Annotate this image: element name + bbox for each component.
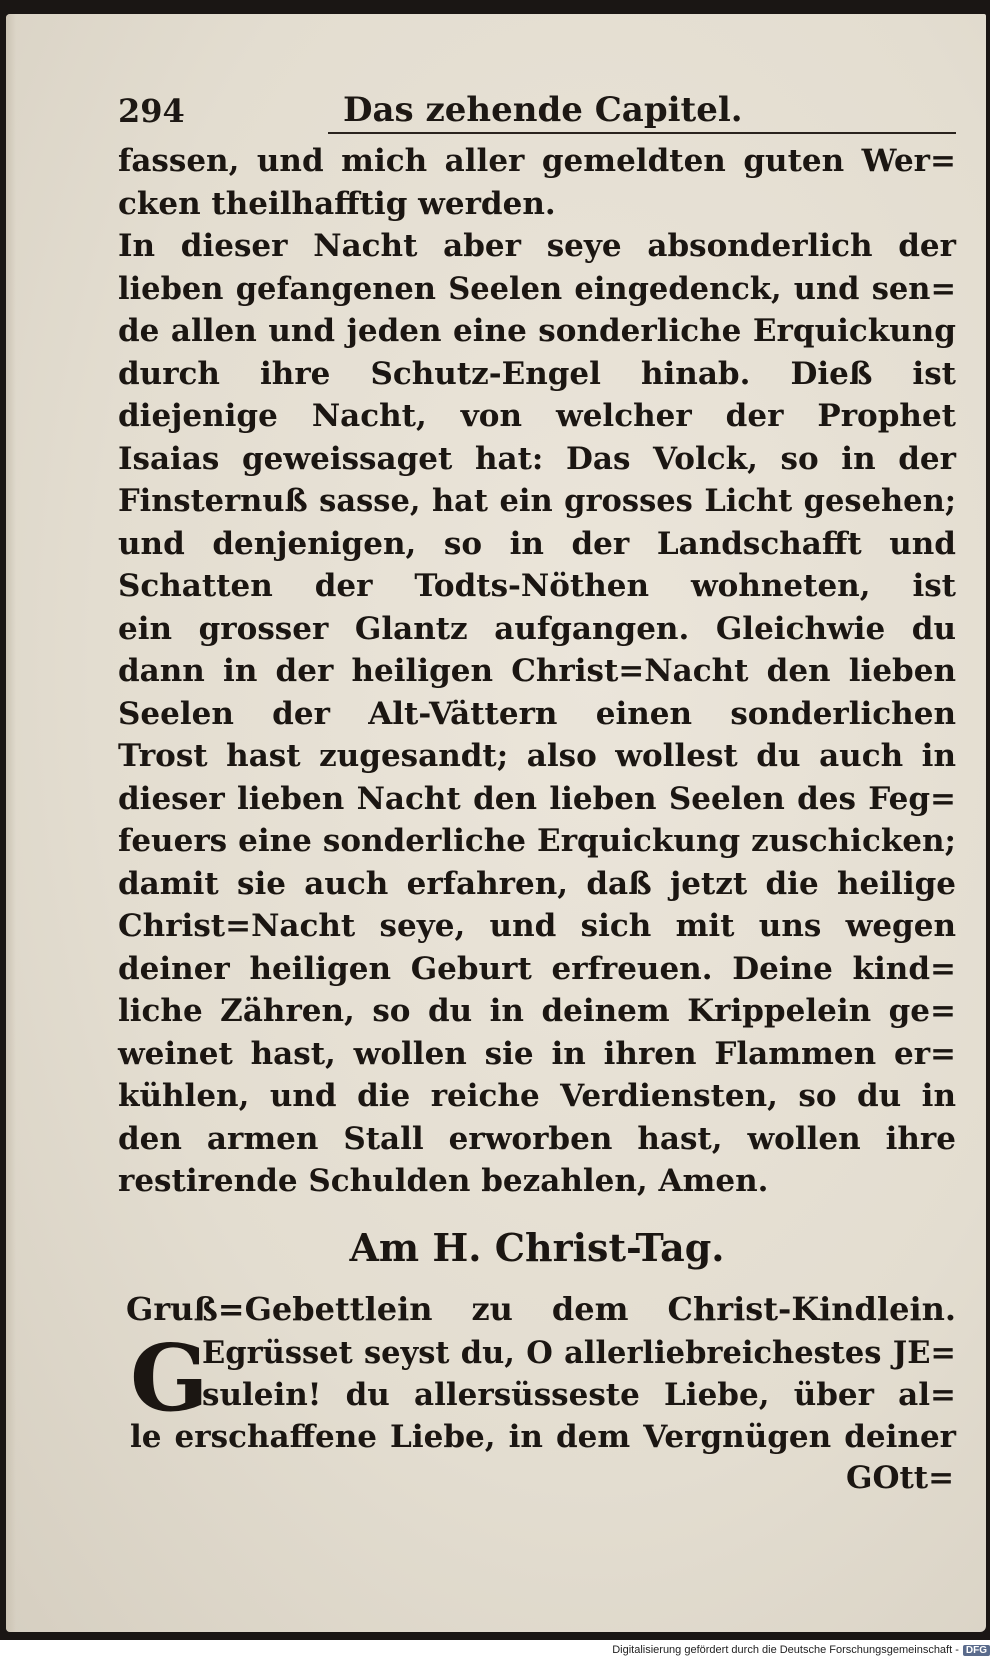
prayer-text xyxy=(130,1324,956,1458)
text-line: feuers eine sonderliche Erquickung zuschicken; xyxy=(118,823,956,859)
dfg-logo: DFG xyxy=(963,1645,990,1656)
text-line: sulein! du allersüsseste Liebe, über al= xyxy=(202,1377,956,1413)
header-rule xyxy=(328,132,956,134)
drop-cap: G xyxy=(130,1324,209,1432)
digitization-credit xyxy=(612,1644,990,1656)
text-line: fassen, und mich aller gemeldten guten Wer= xyxy=(118,143,956,179)
text-line: durch ihre Schutz-Engel hinab. Dieß ist xyxy=(118,355,956,392)
text-line: In dieser Nacht aber seye absonderlich der xyxy=(118,228,956,264)
page-edge-shadow xyxy=(6,14,16,1632)
text-line: damit sie auch erfahren, daß jetzt die heilige xyxy=(118,865,956,902)
text-line: dieser lieben Nacht den lieben Seelen des Feg= xyxy=(118,780,956,817)
text-line: deiner heiligen Geburt erfreuen. Deine kind= xyxy=(118,950,956,987)
text-line: ein grosser Glantz aufgangen. Gleichwie du xyxy=(118,610,956,647)
text-line: le erschaffene Liebe, in dem Vergnügen deiner xyxy=(130,1419,956,1455)
text-line: cken theilhafftig werden. xyxy=(118,185,556,222)
text-line: Trost hast zugesandt; also wollest du auch in xyxy=(118,738,956,774)
text-line: kühlen, und die reiche Verdiensten, so du in xyxy=(118,1078,956,1114)
text-line: lieben gefangenen Seelen eingedenck, und sen= xyxy=(118,270,956,307)
text-line: und denjenigen, so in der Landschafft und xyxy=(118,525,956,562)
prayer-title: Gruß=Gebettlein zu dem Christ-Kindlein. xyxy=(126,1290,956,1328)
running-head: Das zehende Capitel. xyxy=(343,90,743,130)
credit-text: Digitalisierung gefördert durch die Deutsche Forschungsgemeinschaft - xyxy=(612,1644,959,1656)
section-title: Am H. Christ-Tag. xyxy=(349,1225,725,1270)
text-line: weinet hast, wollen sie in ihren Flammen er= xyxy=(118,1035,956,1072)
text-line: Egrüsset seyst du, O allerliebreichestes JE= xyxy=(202,1335,956,1371)
text-line: Schatten der Todts-Nöthen wohneten, ist xyxy=(118,568,956,604)
body-text xyxy=(118,140,956,1203)
catchword: GOtt= xyxy=(846,1460,955,1496)
text-line: Isaias geweissaget hat: Das Volck, so in der xyxy=(118,440,956,477)
text-line: dann in der heiligen Christ=Nacht den lieben xyxy=(118,653,956,689)
page-header xyxy=(118,90,956,134)
text-line: liche Zähren, so du in deinem Krippelein ge= xyxy=(118,993,956,1029)
text-line: den armen Stall erworben hast, wollen ihre xyxy=(118,1120,956,1157)
text-line: Finsternuß sasse, hat ein grosses Licht gesehen; xyxy=(118,483,956,519)
page-number: 294 xyxy=(118,92,185,130)
text-line: restirende Schulden bezahlen, Amen. xyxy=(118,1163,769,1199)
text-line: diejenige Nacht, von welcher der Prophet xyxy=(118,398,956,434)
text-line: Seelen der Alt-Vättern einen sonderlichen xyxy=(118,695,956,732)
text-line: Christ=Nacht seye, und sich mit uns wegen xyxy=(118,908,956,944)
text-line: de allen und jeden eine sonderliche Erquickung xyxy=(118,313,956,349)
